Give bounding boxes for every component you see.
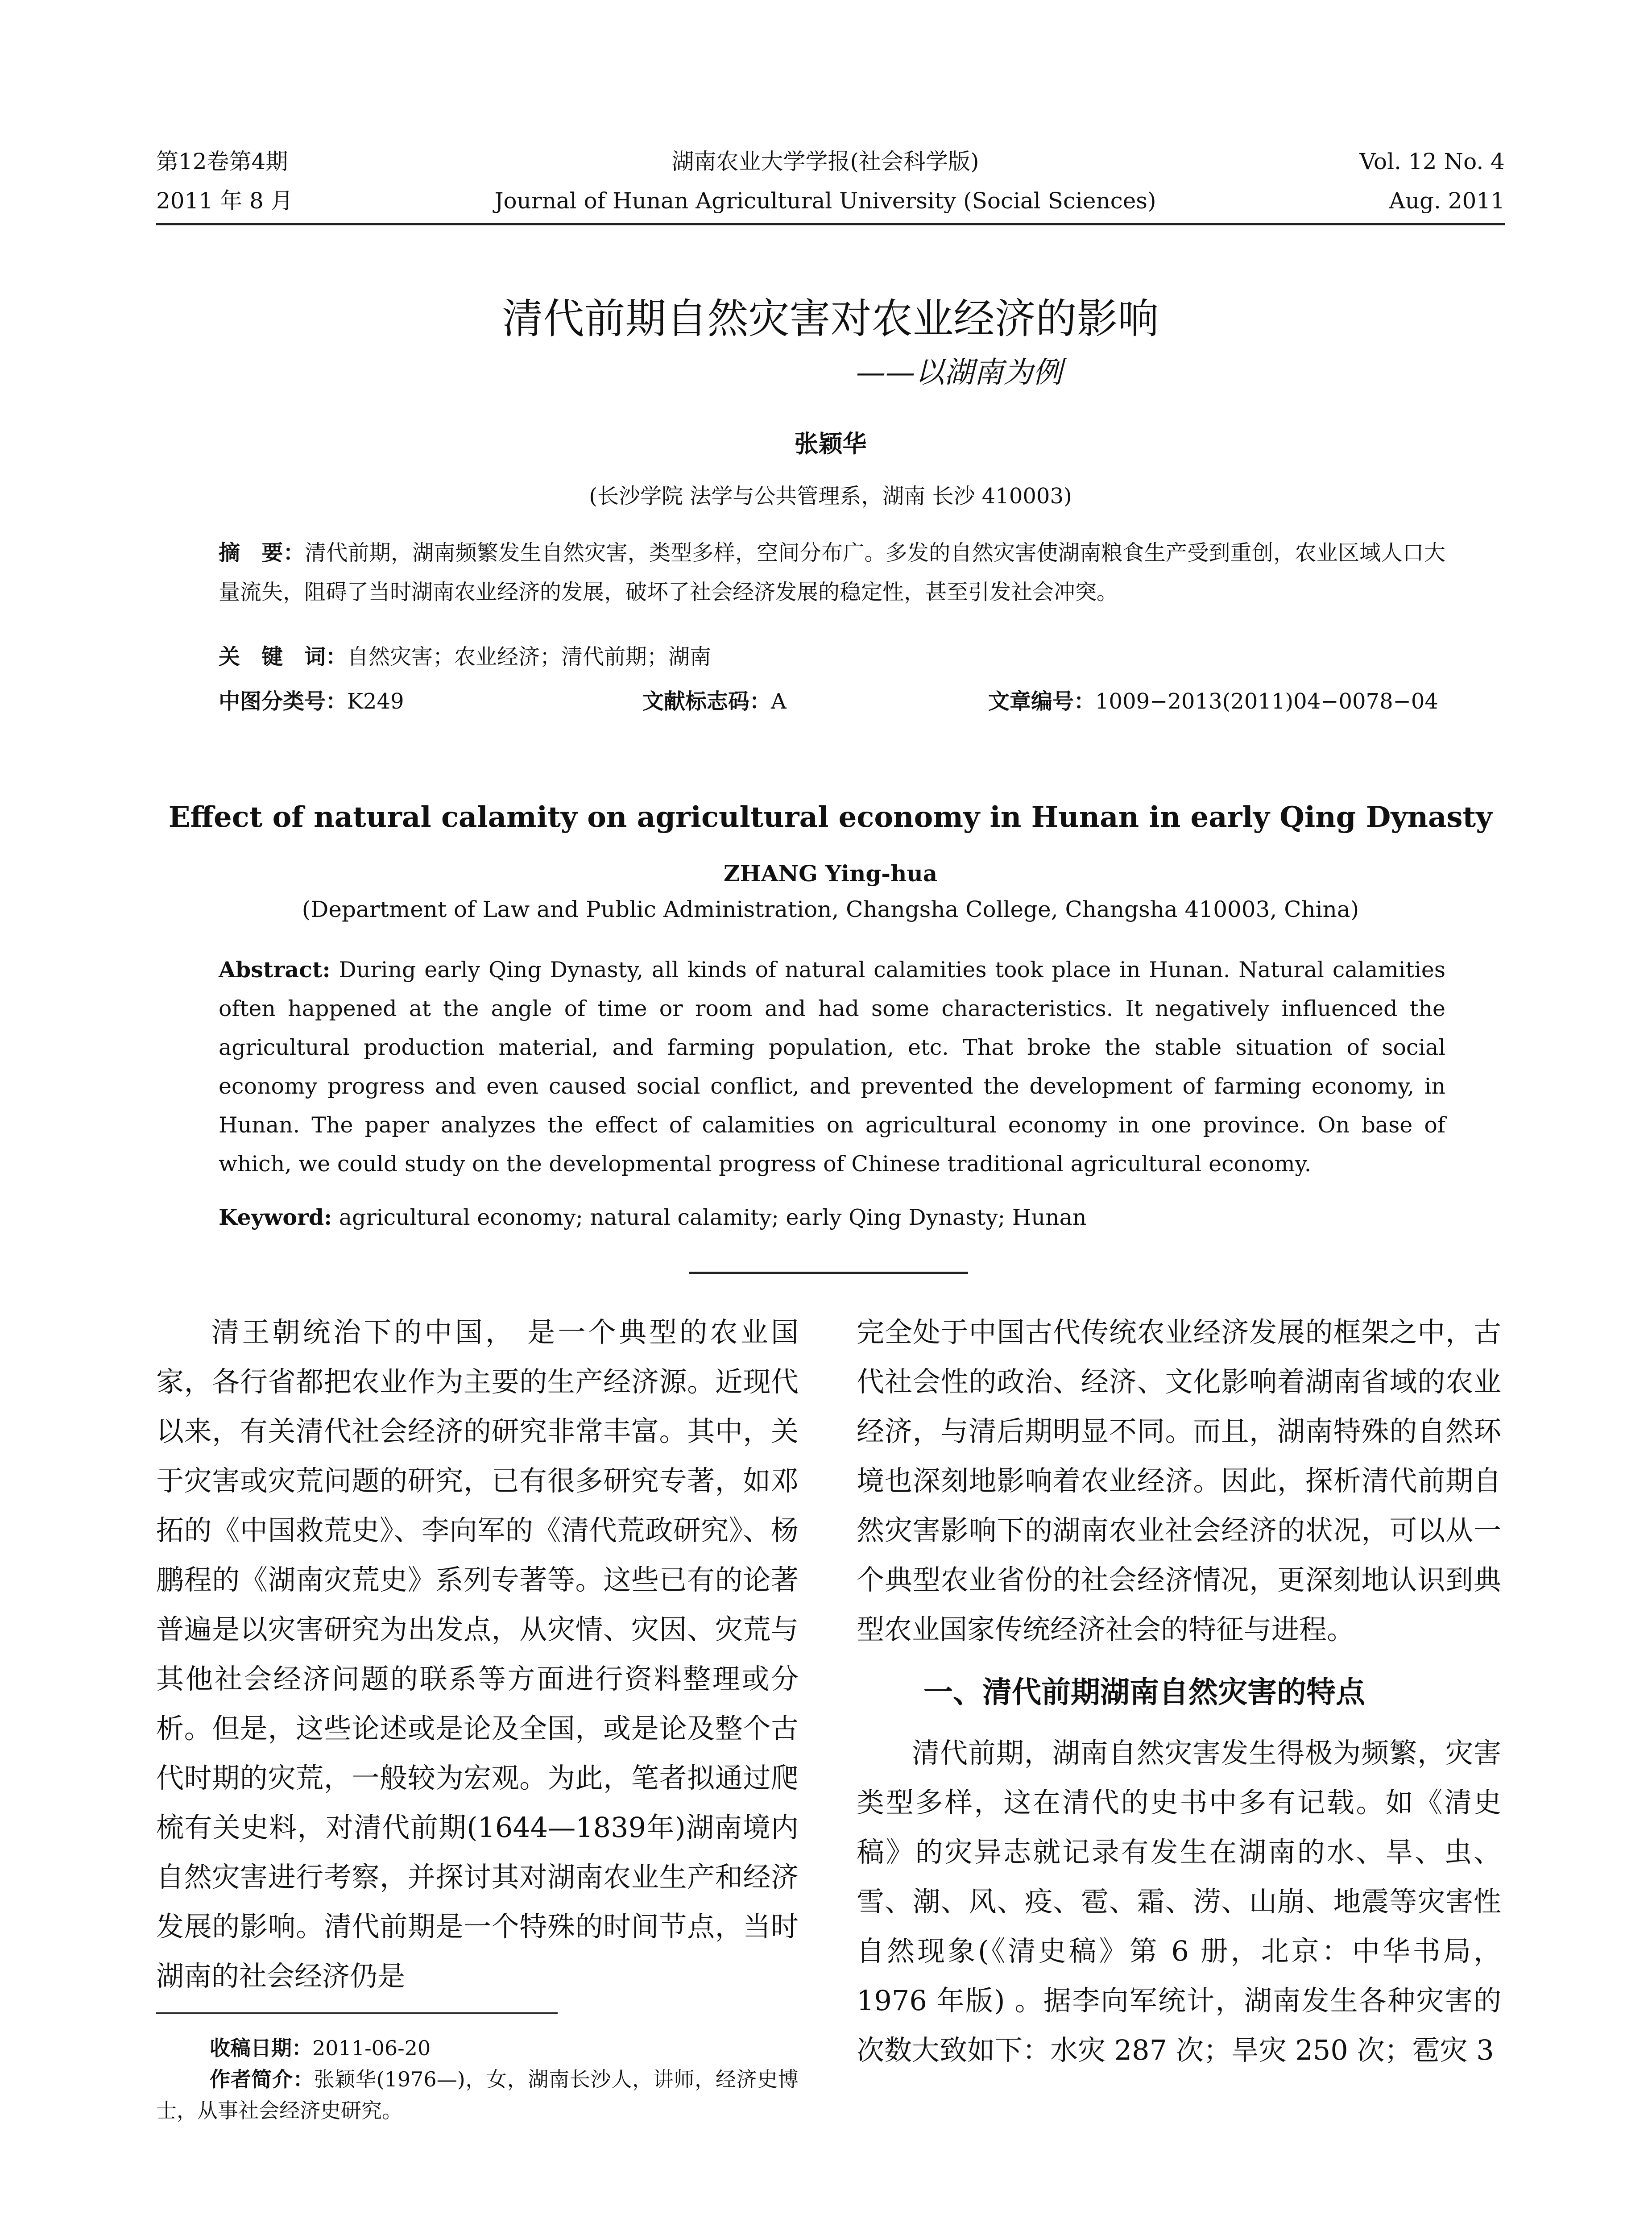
header-journal-en: Journal of Hunan Agricultural University (Social Sciences): [494, 188, 1156, 214]
keywords-cn-label: 关 键 词：: [219, 644, 348, 669]
clc-number: [219, 687, 404, 716]
clc-value: K249: [347, 689, 404, 714]
received-date: [156, 2032, 799, 2064]
abstract-en-text: During early Qing Dynasty, all kinds of natural calamities took place in Hunan. Natural calamities often happened at the angle of time or room and had some characteristics. It negatively influenced the agricultural production material, and farming population, etc. That broke the stable situation of social economy progress and even caused social conflict, and prevented the development of farming economy, in Hunan. The paper analyzes the effect of calamities on agricultural economy in one province. On base of which, we could study on the developmental progress of Chinese traditional agricultural economy.: [219, 957, 1445, 1177]
keywords-en: [219, 1198, 1445, 1237]
affiliation-cn: (长沙学院 法学与公共管理系，湖南 长沙 410003): [589, 484, 1072, 509]
author-bio: [156, 2064, 799, 2126]
author-name-cn: 张颖华: [794, 430, 867, 458]
header-date-en: Aug. 2011: [1389, 188, 1505, 214]
title-en: Effect of natural calamity on agricultural economy in Hunan in early Qing Dynasty: [168, 800, 1493, 834]
body-paragraph: 清代前期，湖南自然灾害发生得极为频繁，灾害类型多样，这在清代的史书中多有记载。如《清史稿》的灾异志就记录有发生在湖南的水、旱、虫、雪、潮、风、疫、雹、霜、涝、山崩、地震等灾害性自然现象(《清史稿》第 6 册，北京：中华书局，1976 年版) 。据李向军统计，湖南发生各种灾害的次数大致如下：水灾 287 次；旱灾 250 次；雹灾 3: [857, 1737, 1501, 2066]
abstract-en: [219, 950, 1445, 1183]
bio-value: 张颖华(1976—)，女，湖南长沙人，讲师，经济史博士，从事社会经济史研究。: [156, 2067, 799, 2123]
header-rule: [156, 223, 1505, 225]
document-code: [642, 687, 787, 716]
footnote-rule: [156, 2012, 558, 2014]
doc-code-label: 文献标志码：: [642, 689, 771, 714]
abstract-cn: [219, 533, 1445, 612]
body-left-column: [156, 1307, 799, 2001]
header-volume-cn: 第12卷第4期: [156, 149, 288, 174]
article-no-label: 文章编号：: [988, 689, 1096, 714]
keywords-cn: [219, 643, 711, 671]
header-journal-cn: 湖南农业大学学报(社会科学版): [671, 149, 979, 174]
keyword-en-label: Keyword:: [219, 1204, 332, 1230]
article-number: [988, 687, 1438, 716]
received-label: 收稿日期：: [210, 2036, 312, 2060]
abstract-cn-text: 清代前期，湖南频繁发生自然灾害，类型多样，空间分布广。多发的自然灾害使湖南粮食生产受到重创，农业区域人口大量流失，阻碍了当时湖南农业经济的发展，破坏了社会经济发展的稳定性，甚至引发社会冲突。: [219, 540, 1445, 605]
header-volume-en: Vol. 12 No. 4: [1359, 149, 1505, 174]
header-date-cn: 2011 年 8 月: [156, 188, 293, 214]
section-heading: 一、清代前期湖南自然灾害的特点: [923, 1675, 1365, 1709]
author-name-en: ZHANG Ying-hua: [723, 860, 938, 887]
body-right-column: [857, 1307, 1501, 2075]
body-paragraph: 清王朝统治下的中国， 是一个典型的农业国家，各行省都把农业作为主要的生产经济源。近现代以来，有关清代社会经济的研究非常丰富。其中，关于灾害或灾荒问题的研究，已有很多研究专著，如邓拓的《中国救荒史》、李向军的《清代荒政研究》、杨鹏程的《湖南灾荒史》系列专著等。这些已有的论著普遍是以灾害研究为出发点，从灾情、灾因、灾荒与其他社会经济问题的联系等方面进行资料整理或分析。但是，这些论述或是论及全国，或是论及整个古代时期的灾荒，一般较为宏观。为此，笔者拟通过爬梳有关史料，对清代前期(1644—1839年)湖南境内自然灾害进行考察，并探讨其对湖南农业生产和经济发展的影响。清代前期是一个特殊的时间节点，当时湖南的社会经济仍是: [156, 1316, 799, 1992]
body-paragraph: 完全处于中国古代传统农业经济发展的框架之中，古代社会性的政治、经济、文化影响着湖南省域的农业经济，与清后期明显不同。而且，湖南特殊的自然环境也深刻地影响着农业经济。因此，探析清代前期自然灾害影响下的湖南农业社会经济的状况，可以从一个典型农业省份的社会经济情况，更深刻地认识到典型农业国家传统经济社会的特征与进程。: [857, 1316, 1501, 1646]
clc-label: 中图分类号：: [219, 689, 348, 714]
doc-code-value: A: [771, 689, 787, 714]
page-title: 清代前期自然灾害对农业经济的影响: [502, 295, 1159, 343]
abstract-divider: [689, 1272, 968, 1274]
bio-label: 作者简介：: [210, 2067, 314, 2091]
keywords-cn-text: 自然灾害；农业经济；清代前期；湖南: [347, 644, 712, 669]
keyword-en-text: agricultural economy; natural calamity; early Qing Dynasty; Hunan: [339, 1205, 1087, 1230]
article-no-value: 1009−2013(2011)04−0078−04: [1095, 689, 1438, 714]
received-value: 2011-06-20: [312, 2036, 431, 2060]
footnote: [156, 2032, 799, 2126]
abstract-en-label: Abstract:: [219, 957, 331, 983]
abstract-cn-label: 摘 要：: [219, 540, 305, 565]
affiliation-en: (Department of Law and Public Administration, Changsha College, Changsha 410003, China): [302, 896, 1359, 922]
page-subtitle: ——以湖南为例: [856, 355, 1062, 390]
